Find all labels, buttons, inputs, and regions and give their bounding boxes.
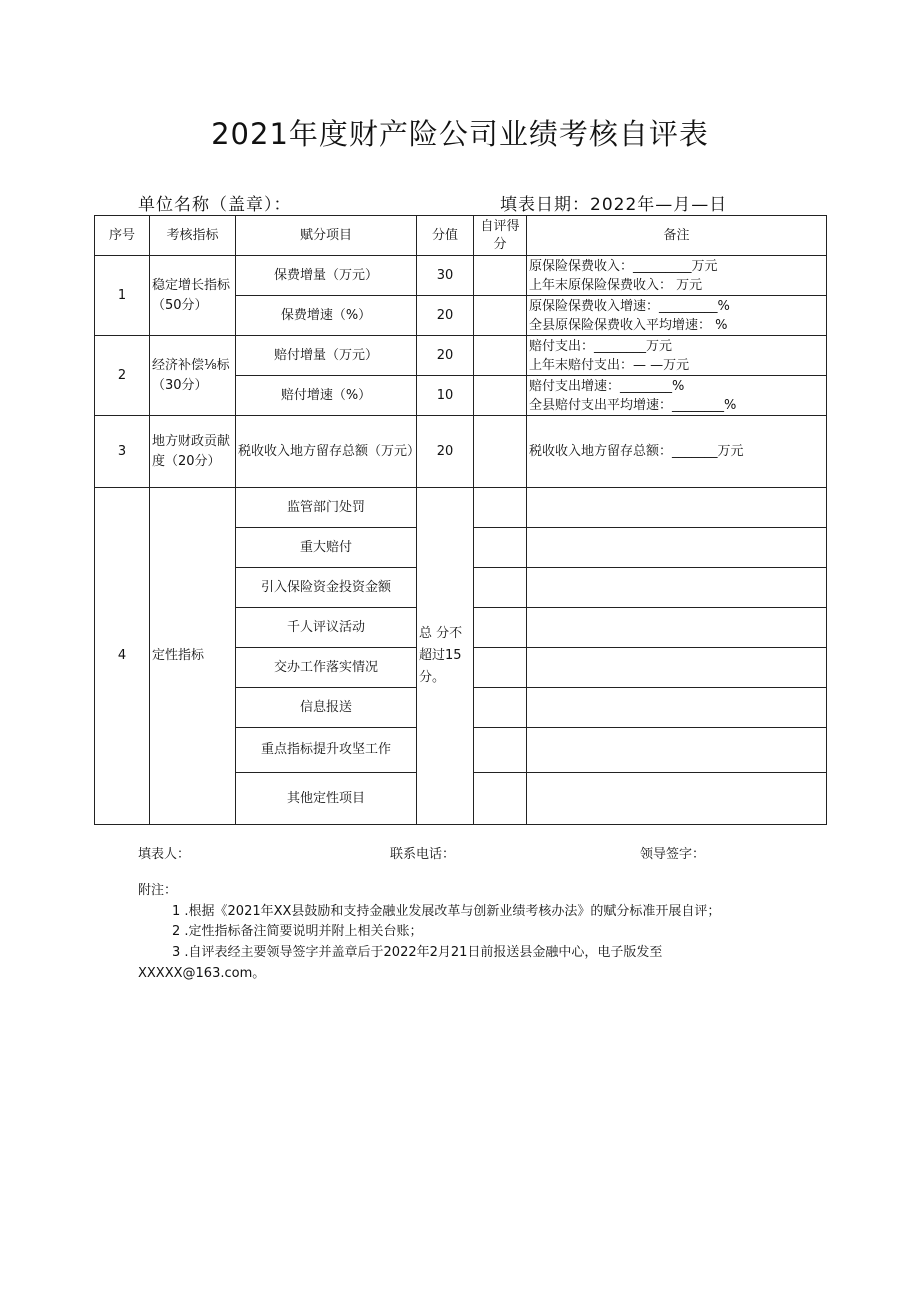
header-indicator: 考核指标 [150, 216, 236, 256]
self-score-input[interactable] [474, 773, 527, 825]
indicator-cell: 经济补偿⅛标（30分） [150, 336, 236, 416]
item-cell: 保费增量（万元） [236, 256, 417, 296]
header-notes: 备注 [527, 216, 827, 256]
self-score-input[interactable] [474, 648, 527, 688]
note-cell[interactable] [527, 648, 827, 688]
item-cell: 保费增速（%） [236, 296, 417, 336]
note-line: 赔付支出增速：________% [529, 378, 685, 394]
note-cell[interactable] [527, 488, 827, 528]
item-cell: 交办工作落实情况 [236, 648, 417, 688]
note-line: 赔付支出：________万元 [529, 338, 673, 354]
note-line: 上年末赔付支出：— —万元 [529, 357, 690, 373]
indicator-cell: 定性指标 [150, 488, 236, 825]
item-cell: 千人评议活动 [236, 608, 417, 648]
self-score-input[interactable] [474, 528, 527, 568]
self-score-input[interactable] [474, 688, 527, 728]
unit-name-label: 单位名称（盖章）： [138, 195, 292, 215]
self-score-input[interactable] [474, 336, 527, 376]
note-cell [527, 256, 827, 296]
score-cell: 总 分不超过15分。 [417, 488, 474, 825]
evaluation-table [94, 215, 827, 825]
note-cell[interactable] [527, 528, 827, 568]
self-score-input[interactable] [474, 416, 527, 488]
item-cell: 监管部门处罚 [236, 488, 417, 528]
note-cell [527, 376, 827, 416]
self-score-input[interactable] [474, 376, 527, 416]
score-cell: 20 [417, 416, 474, 488]
table-row [95, 488, 827, 528]
item-cell: 重大赔付 [236, 528, 417, 568]
note-line: 原保险保费收入增速：_________% [529, 298, 730, 314]
item-cell: 赔付增量（万元） [236, 336, 417, 376]
item-cell: 其他定性项目 [236, 773, 417, 825]
table-row [95, 416, 827, 488]
note-line: 全县赔付支出平均增速：________% [529, 397, 737, 413]
self-score-input[interactable] [474, 728, 527, 773]
table-row [95, 256, 827, 296]
note-2: 2 .定性指标备注简要说明并附上相关台账； [172, 924, 423, 939]
note-cell[interactable] [527, 568, 827, 608]
note-line: 全县原保险保费收入平均增速： % [529, 317, 728, 333]
note-cell[interactable] [527, 688, 827, 728]
row-no: 1 [95, 256, 150, 336]
item-cell: 赔付增速（%） [236, 376, 417, 416]
leader-signature-label: 领导签字： [640, 847, 706, 862]
note-3: 3 .自评表经主要领导签字并盖章后于2022年2月21日前报送县金融中心，电子版发至 [172, 945, 663, 960]
header-self-score: 自评得分 [474, 216, 527, 256]
note-cell [527, 296, 827, 336]
row-no: 2 [95, 336, 150, 416]
table-row [95, 336, 827, 376]
page-title: 2021年度财产险公司业绩考核自评表 [211, 117, 709, 151]
note-3-email: XXXXX@163.com。 [138, 966, 266, 981]
table-header-row [95, 216, 827, 256]
self-score-input[interactable] [474, 296, 527, 336]
header-no: 序号 [95, 216, 150, 256]
note-line: 原保险保费收入：_________万元 [529, 258, 718, 274]
fill-date-label: 填表日期：2022年—月—日 [500, 195, 728, 215]
score-cell: 10 [417, 376, 474, 416]
header-item: 赋分项目 [236, 216, 417, 256]
notes-label: 附注： [138, 883, 178, 898]
note-cell [527, 336, 827, 376]
filler-label: 填表人： [138, 847, 191, 862]
phone-label: 联系电话： [390, 847, 456, 862]
score-cell: 20 [417, 296, 474, 336]
item-cell: 引入保险资金投资金额 [236, 568, 417, 608]
item-cell: 重点指标提升攻坚工作 [236, 728, 417, 773]
header-score: 分值 [417, 216, 474, 256]
note-line: 上年末原保险保费收入： 万元 [529, 277, 703, 293]
self-score-input[interactable] [474, 256, 527, 296]
indicator-cell: 稳定增长指标（50分） [150, 256, 236, 336]
row-no: 3 [95, 416, 150, 488]
self-score-input[interactable] [474, 608, 527, 648]
note-cell[interactable] [527, 728, 827, 773]
note-1: 1 .根据《2021年XX县鼓励和支持金融业发展改革与创新业绩考核办法》的赋分标准开展自评； [172, 904, 721, 919]
indicator-cell: 地方财政贡献度（20分） [150, 416, 236, 488]
item-cell: 信息报送 [236, 688, 417, 728]
score-cell: 20 [417, 336, 474, 376]
self-score-input[interactable] [474, 568, 527, 608]
note-cell: 税收收入地方留存总额：_______万元 [527, 416, 827, 488]
self-score-input[interactable] [474, 488, 527, 528]
row-no: 4 [95, 488, 150, 825]
item-cell: 税收收入地方留存总额（万元） [236, 416, 417, 488]
note-cell[interactable] [527, 773, 827, 825]
score-cell: 30 [417, 256, 474, 296]
note-cell[interactable] [527, 608, 827, 648]
